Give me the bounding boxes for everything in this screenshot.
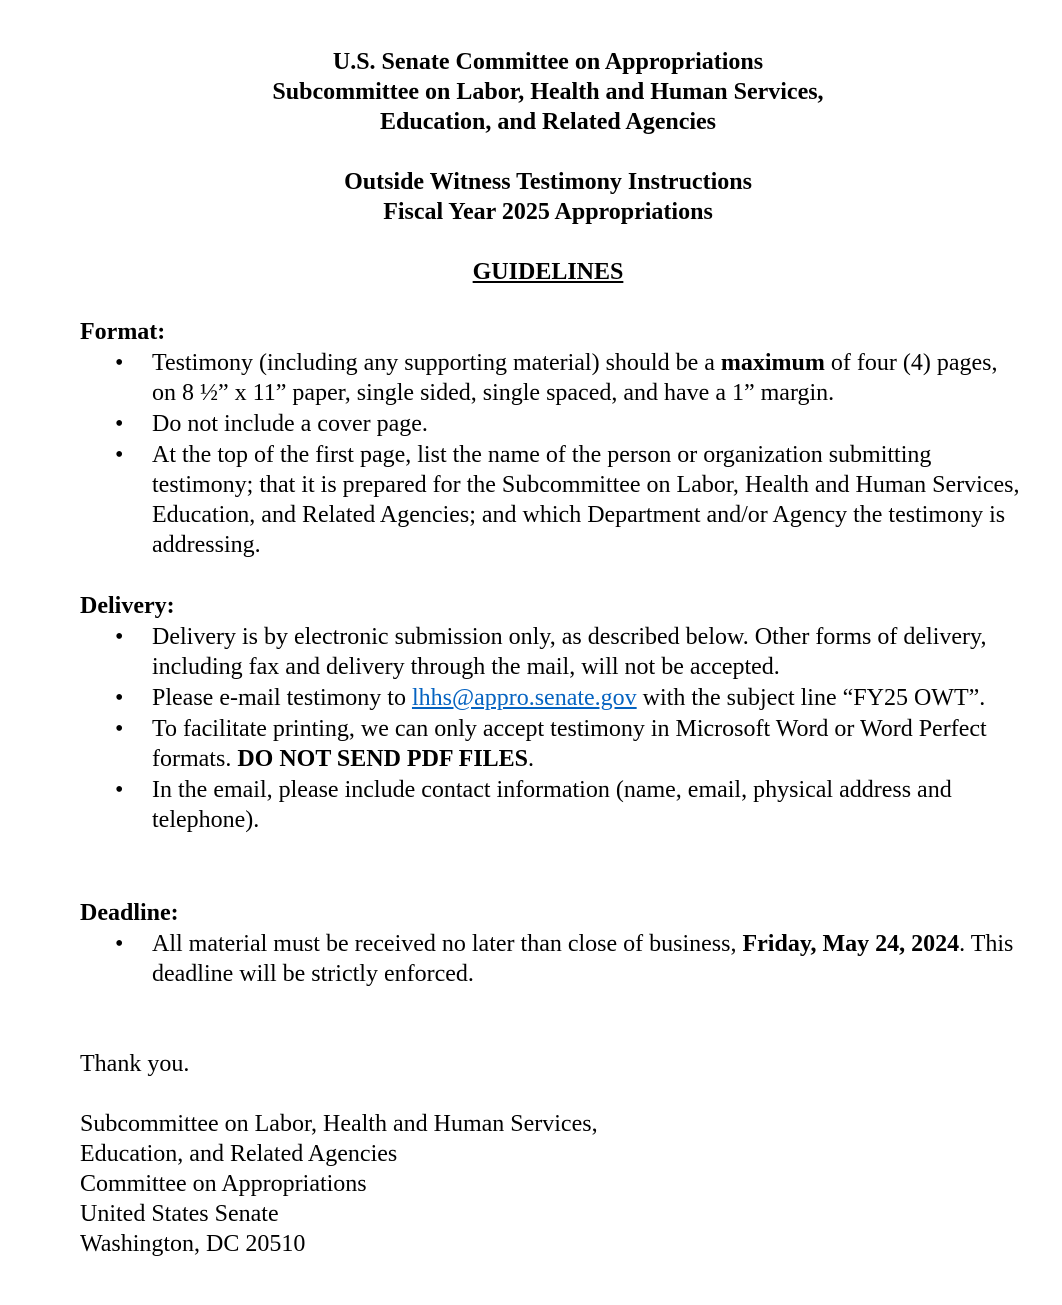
delivery-item-4: In the email, please include contact information (name, email, physical address and telephone).: [152, 777, 952, 833]
delivery-section: [80, 591, 1020, 835]
bullet-icon: •: [115, 777, 124, 803]
list-item: [80, 409, 1020, 439]
delivery-heading: Delivery:: [80, 593, 175, 619]
header-line-3: Education, and Related Agencies: [379, 109, 717, 135]
email-link[interactable]: lhhs@appro.senate.gov: [411, 685, 637, 711]
delivery-item-2-post: with the subject line “FY25 OWT”.: [636, 685, 986, 711]
signature-line-1: Subcommittee on Labor, Health and Human Services,: [80, 1111, 598, 1137]
format-item-3: At the top of the first page, list the name of the person or organization submitting testimony; that it is prepared for the Subcommittee on Labor, Health and Human Services, Education, and Related Agencies; and which Department and/or Agency the testimony is addressing.: [152, 442, 1020, 558]
signature-line-3: Committee on Appropriations: [80, 1171, 367, 1197]
deadline-list: [80, 929, 1020, 989]
thank-you-text: Thank you.: [80, 1051, 190, 1077]
delivery-item-2-pre: Please e-mail testimony to: [152, 685, 412, 711]
signature-line-5: Washington, DC 20510: [80, 1231, 306, 1257]
bullet-icon: •: [115, 685, 124, 711]
list-item: [80, 440, 1020, 560]
deadline-item-1-bold: Friday, May 24, 2024: [742, 931, 960, 957]
signature-line-4: United States Senate: [80, 1201, 279, 1227]
header-line-1: U.S. Senate Committee on Appropriations: [332, 49, 764, 75]
bullet-icon: •: [115, 350, 124, 376]
delivery-item-3-pre: To facilitate printing, we can only accept testimony in Microsoft Word or Word Perfect formats.: [152, 716, 987, 772]
title-line-1: Outside Witness Testimony Instructions: [344, 169, 752, 195]
delivery-item-1: Delivery is by electronic submission only, as described below. Other forms of delivery, including fax and delivery through the mail, will not be accepted.: [152, 624, 987, 680]
list-item: [80, 683, 1020, 713]
delivery-item-3-post: .: [528, 746, 535, 772]
deadline-section: [80, 898, 1020, 989]
bullet-icon: •: [115, 624, 124, 650]
document-title: [0, 167, 1062, 227]
list-item: [80, 775, 1020, 835]
list-item: [80, 929, 1020, 989]
delivery-list: [80, 622, 1020, 835]
signature-block: [80, 1109, 598, 1259]
bullet-icon: •: [115, 411, 124, 437]
bullet-icon: •: [115, 716, 124, 742]
format-item-1-bold: maximum: [720, 350, 825, 376]
list-item: [80, 622, 1020, 682]
deadline-heading: Deadline:: [80, 900, 179, 926]
header-line-2: Subcommittee on Labor, Health and Human Services,: [272, 79, 824, 105]
list-item: [80, 714, 1020, 774]
delivery-item-3-bold: DO NOT SEND PDF FILES: [237, 746, 529, 772]
guidelines-heading: GUIDELINES: [472, 259, 624, 285]
format-item-1-pre: Testimony (including any supporting material) should be a: [152, 350, 721, 376]
list-item: [80, 348, 1020, 408]
deadline-item-1-post: . This deadline will be strictly enforced.: [152, 931, 1014, 987]
format-list: [80, 348, 1020, 560]
signature-line-2: Education, and Related Agencies: [80, 1141, 398, 1167]
bullet-icon: •: [115, 442, 124, 468]
deadline-item-1-pre: All material must be received no later than close of business,: [152, 931, 743, 957]
bullet-icon: •: [115, 931, 124, 957]
format-item-2: Do not include a cover page.: [152, 411, 428, 437]
format-item-1-post: of four (4) pages, on 8 ½” x 11” paper, single sided, single spaced, and have a 1” margin.: [152, 350, 998, 406]
title-line-2: Fiscal Year 2025 Appropriations: [383, 199, 713, 225]
format-heading: Format:: [80, 319, 166, 345]
format-section: [80, 317, 1020, 560]
committee-header: [0, 47, 1062, 137]
